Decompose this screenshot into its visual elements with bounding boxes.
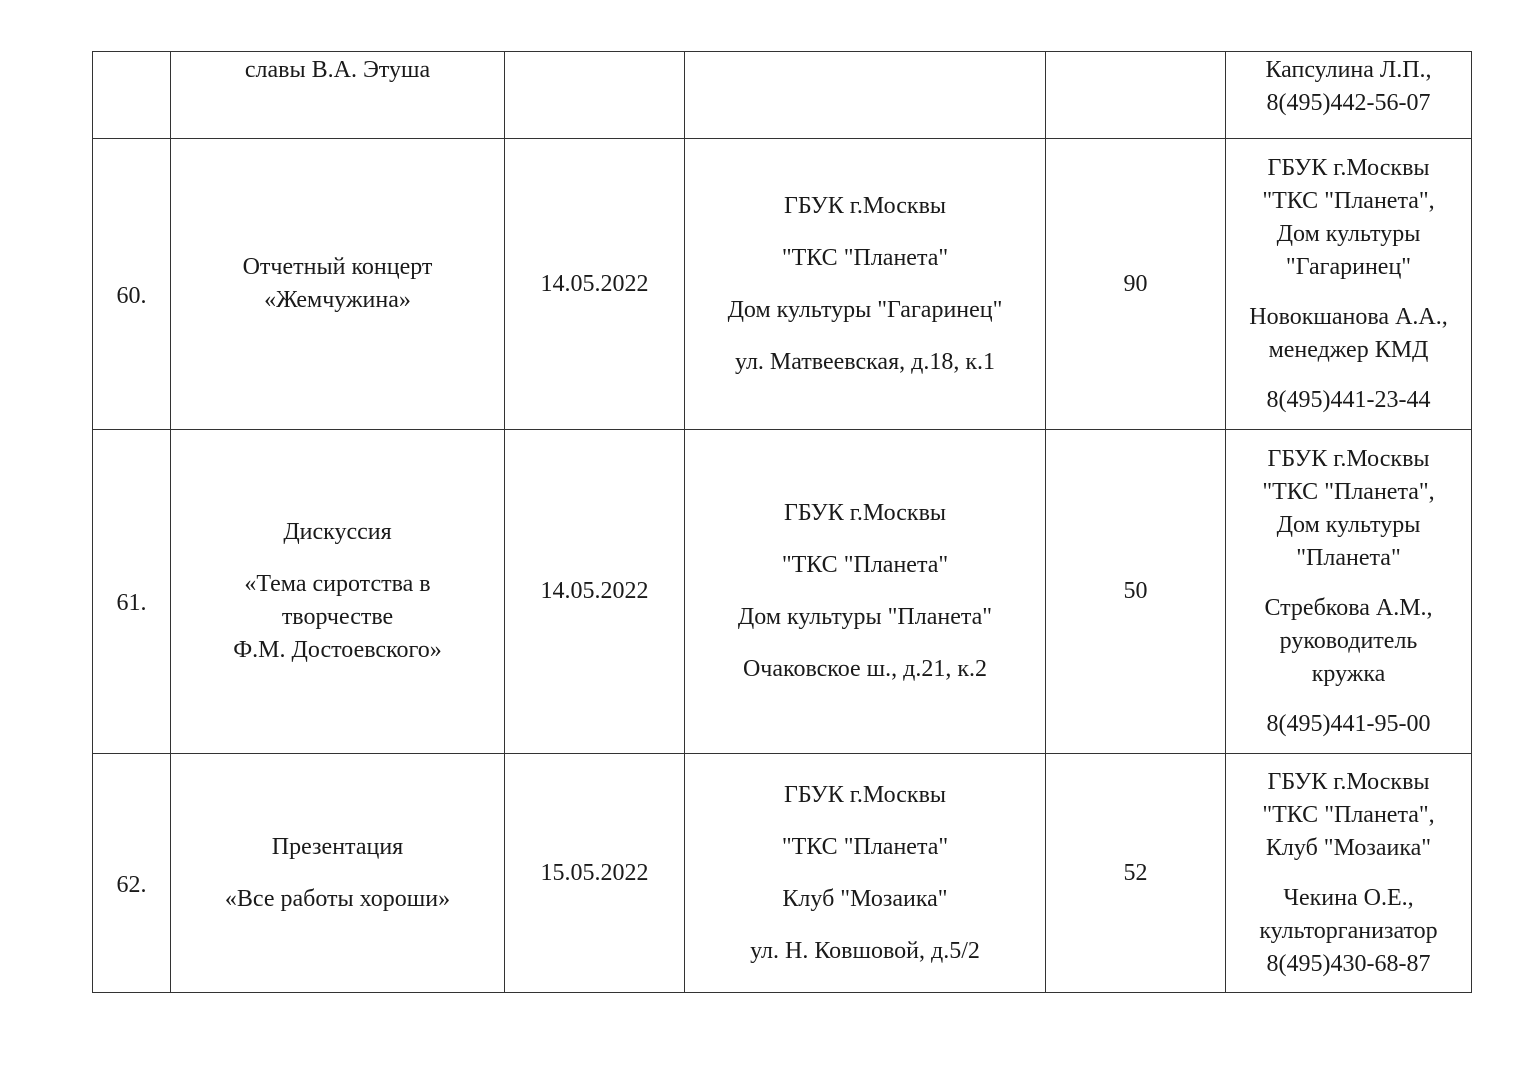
- venue-cell: [685, 52, 1046, 139]
- venue-line: "ТКС "Планета": [781, 244, 949, 271]
- table-row: [93, 754, 1472, 993]
- contact-line: "Планета": [1296, 544, 1401, 571]
- contact-line: ГБУК г.Москвы: [1267, 154, 1430, 181]
- event-cell: [171, 754, 505, 993]
- date-cell: 14.05.2022: [505, 139, 685, 430]
- events-table: [92, 51, 1472, 993]
- contact-line: культорганизатор: [1259, 917, 1438, 944]
- contact-line: "ТКС "Планета",: [1262, 478, 1435, 505]
- contact-line: кружка: [1311, 660, 1386, 687]
- venue-line: "ТКС "Планета": [781, 833, 949, 860]
- contact-line: Стребкова А.М.,: [1264, 594, 1433, 621]
- event-line: Дискуссия: [283, 519, 392, 545]
- event-line: Отчетный концерт: [242, 254, 433, 280]
- venue-cell: [685, 139, 1046, 430]
- contact-line: "Гагаринец": [1285, 253, 1412, 280]
- venue-line: "ТКС "Планета": [781, 552, 949, 578]
- venue-line: ГБУК г.Москвы: [783, 781, 947, 808]
- contact-cell: [1226, 52, 1472, 139]
- event-line: «Тема сиротства в: [244, 571, 431, 597]
- event-line: славы В.А. Этуша: [244, 57, 431, 83]
- contact-line: "ТКС "Планета",: [1262, 187, 1435, 214]
- venue-line: ул. Матвеевская, д.18, к.1: [735, 348, 995, 375]
- venue-line: ул. Н. Ковшовой, д.5/2: [750, 937, 980, 964]
- contact-line: ГБУК г.Москвы: [1267, 768, 1430, 795]
- contact-line: 8(495)441-23-44: [1266, 386, 1431, 413]
- event-cell: [171, 430, 505, 754]
- event-line: Ф.М. Достоевского»: [233, 637, 442, 663]
- date-cell: 15.05.2022: [505, 754, 685, 993]
- contact-line: Дом культуры: [1276, 220, 1421, 247]
- contact-cell: [1226, 139, 1472, 430]
- contact-line: 8(495)430-68-87: [1266, 950, 1431, 977]
- row-number-cell: 61.: [93, 430, 171, 754]
- event-line: «Все работы хороши»: [224, 885, 451, 912]
- venue-line: Клуб "Мозаика": [782, 885, 948, 912]
- event-line: творчестве: [281, 604, 394, 630]
- contact-line: Новокшанова А.А.,: [1249, 303, 1448, 330]
- venue-line: ГБУК г.Москвы: [783, 192, 947, 219]
- count-cell: 52: [1046, 754, 1226, 993]
- table-row: [93, 139, 1472, 430]
- count-cell: 90: [1046, 139, 1226, 430]
- contact-cell: [1226, 754, 1472, 993]
- contact-line: ГБУК г.Москвы: [1267, 445, 1430, 472]
- venue-cell: [685, 754, 1046, 993]
- venue-line: Очаковское ш., д.21, к.2: [742, 656, 988, 682]
- count-cell: 50: [1046, 430, 1226, 754]
- contact-line: 8(495)441-95-00: [1266, 710, 1431, 737]
- table-row: [93, 52, 1472, 139]
- event-line: «Жемчужина»: [264, 287, 411, 313]
- contact-line: менеджер КМД: [1268, 336, 1429, 363]
- venue-line: ГБУК г.Москвы: [783, 500, 947, 526]
- row-number-cell: [93, 52, 171, 139]
- contact-line: Дом культуры: [1276, 511, 1421, 538]
- venue-line: Дом культуры "Планета": [737, 604, 993, 630]
- date-cell: [505, 52, 685, 139]
- contact-line: руководитель: [1279, 627, 1418, 654]
- row-number-cell: 60.: [93, 139, 171, 430]
- event-cell: [171, 139, 505, 430]
- table-row: [93, 430, 1472, 754]
- contact-line: Капсулина Л.П.,: [1265, 57, 1432, 83]
- event-cell: [171, 52, 505, 139]
- date-cell: 14.05.2022: [505, 430, 685, 754]
- row-number-cell: 62.: [93, 754, 171, 993]
- contact-line: Клуб "Мозаика": [1265, 834, 1432, 861]
- venue-cell: [685, 430, 1046, 754]
- contact-line: Чекина О.Е.,: [1283, 884, 1414, 911]
- event-line: Презентация: [271, 833, 404, 860]
- contact-line: 8(495)442-56-07: [1266, 90, 1431, 116]
- count-cell: [1046, 52, 1226, 139]
- contact-line: "ТКС "Планета",: [1262, 801, 1435, 828]
- venue-line: Дом культуры "Гагаринец": [727, 296, 1003, 323]
- contact-cell: [1226, 430, 1472, 754]
